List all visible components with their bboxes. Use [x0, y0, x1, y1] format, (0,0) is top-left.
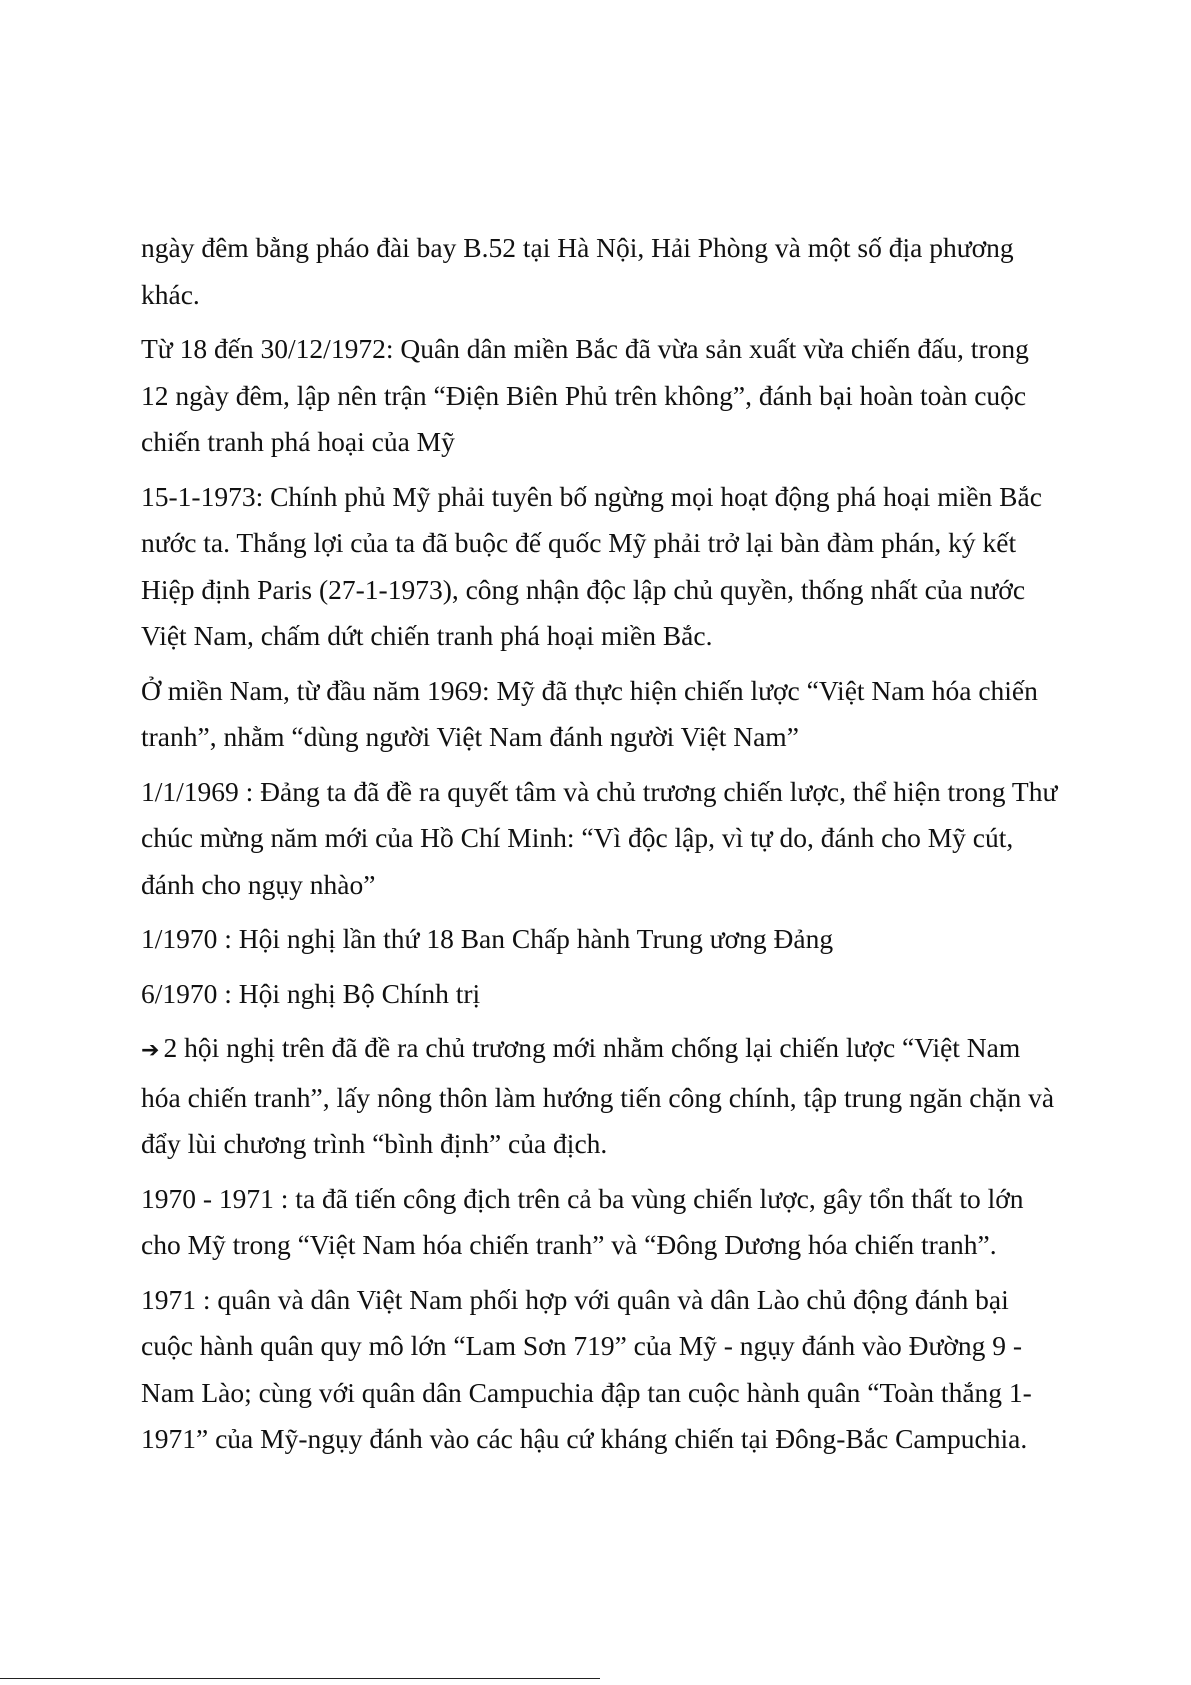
paragraph-dien-bien-phu-tren-khong: Từ 18 đến 30/12/1972: Quân dân miền Bắc đã vừa sản xuất vừa chiến đấu, trong 12 ngày đêm, lập nên trận “Điện Biên Phủ trên không”, đánh bại hoàn toàn cuộc chiến tranh phá hoại của Mỹ — [141, 333, 1029, 457]
paragraph-conference-18: 1/1970 : Hội nghị lần thứ 18 Ban Chấp hành Trung ương Đảng — [141, 923, 834, 954]
arrow-right-icon: ➔ — [141, 1038, 160, 1063]
paragraph-conclusion-arrow — [141, 1025, 1061, 1168]
paragraph-lam-son-719: 1971 : quân và dân Việt Nam phối hợp với quân và dân Lào chủ động đánh bại cuộc hành quân quy mô lớn “Lam Sơn 719” của Mỹ - ngụy đánh vào Đường 9 - Nam Lào; cùng với quân dân Campuchia đập tan cuộc hành quân “Toàn thắng 1- 1971” của Mỹ-ngụy đánh vào các hậu cứ kháng chiến tại Đông-Bắc Campuchia. — [141, 1283, 1032, 1454]
paragraph-new-year-letter: 1/1/1969 : Đảng ta đã đề ra quyết tâm và chủ trương chiến lược, thể hiện trong Thư chúc mừng năm mới của Hồ Chí Minh: “Vì độc lập, vì tự do, đánh cho Mỹ cút, đánh cho ngụy nhào” — [141, 775, 1058, 900]
paragraph-politburo-conference: 6/1970 : Hội nghị Bộ Chính trị — [141, 977, 481, 1009]
document-body — [141, 225, 1061, 1471]
footnote-divider — [0, 1678, 600, 1679]
paragraph-b52-bombing: ngày đêm bằng pháo đài bay B.52 tại Hà Nội, Hải Phòng và một số địa phương khác. — [141, 232, 1014, 310]
paragraph-vietnamization: Ở miền Nam, từ đầu năm 1969: Mỹ đã thực hiện chiến lược “Việt Nam hóa chiến tranh”, nhằm “dùng người Việt Nam đánh người Việt Nam” — [141, 674, 1038, 752]
paragraph-1970-1971-offensive: 1970 - 1971 : ta đã tiến công địch trên cả ba vùng chiến lược, gây tổn thất to lớn cho Mỹ trong “Việt Nam hóa chiến tranh” và “Đông Dương hóa chiến tranh”. — [141, 1182, 1024, 1260]
paragraph-conclusion-text: 2 hội nghị trên đã đề ra chủ trương mới nhằm chống lại chiến lược “Việt Nam hóa chiến tranh”, lấy nông thôn làm hướng tiến công chính, tập trung ngăn chặn và đẩy lùi chương trình “bình định” của địch. — [141, 1032, 1055, 1159]
paragraph-paris-agreement: 15-1-1973: Chính phủ Mỹ phải tuyên bố ngừng mọi hoạt động phá hoại miền Bắc nước ta. Thắng lợi của ta đã buộc đế quốc Mỹ phải trở lại bàn đàm phán, ký kết Hiệp định Paris (27-1-1973), công nhận độc lập chủ quyền, thống nhất của nước Việt Nam, chấm dứt chiến tranh phá hoại miền Bắc. — [141, 480, 1042, 651]
